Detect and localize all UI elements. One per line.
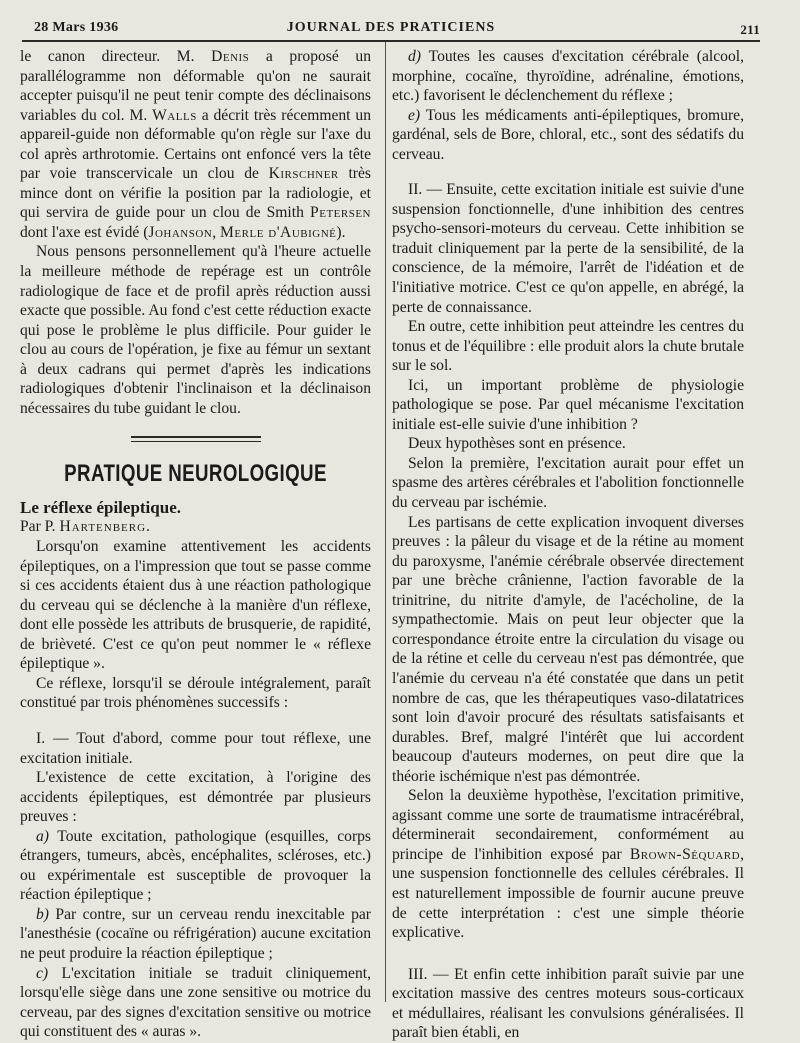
paragraph-deuxieme-hypothese: Selon la deuxième hypothèse, l'excitation primitive, agissant comme une sorte de traumatisme intracérébral, déterminerait secondairement, conformément au principe de l'inhibition exposé par Brown-Séquard, une suspension fonctionnelle des cellules cérébrales. Il est naturellement impossible de fournir aucune preuve de cette interprétation : c'est une simple théorie explicative. (392, 787, 744, 942)
list-item-b: b) Par contre, sur un cerveau rendu inexcitable par l'anesthésie (cocaïne ou réfrigération) aucune excitation ne peut produire la réaction épileptique ; (20, 905, 371, 962)
paragraph-premiere-hypothese: Selon la première, l'excitation aurait pour effet un spasme des artères cérébrales et l'abolition fonctionnelle du cerveau par ischémie. (392, 454, 744, 512)
paragraph-tonus: En outre, cette inhibition peut atteindre les centres du tonus et de l'équilibre : elle produit alors la chute brutale sur le sol. (392, 318, 744, 375)
paragraph-section-iii: III. — Et enfin cette inhibition paraît suivie par une excitation massive des centres moteurs sous-corticaux et médullaires, réalisant les convulsions généralisées. Il paraît bien établi, en (392, 965, 744, 1042)
column-divider (385, 42, 386, 1002)
author-name: Denis (211, 48, 250, 65)
list-item-a: a) Toute excitation, pathologique (esquilles, corps étrangers, tumeurs, abcès, encéphalites, scléroses, etc.) ou expérimentale est susceptible de provoquer la réaction épileptique ; (20, 827, 371, 904)
paragraph-methode-reperage: Nous pensons personnellement qu'à l'heure actuelle la meilleure méthode de repérage est un contrôle radiologique de face et de profil après réduction aussi exacte que possible. Au fond c'est cette réduction exacte qui pose le problème le plus difficile. Pour guider le clou au cours de l'opération, je fixe au fémur un sextant à deux cadrans qui permet d'après les indications radiologiques d'obtenir l'inclinaison et la déclinaison nécessaires du tube guidant le clou. (20, 243, 371, 417)
author-name: Merle d'Aubigné (220, 223, 337, 241)
header-journal-title: JOURNAL DES PRATICIENS (286, 20, 496, 35)
author-name: Kirschner (268, 165, 339, 183)
paragraph-trois-phenomenes: Ce réflexe, lorsqu'il se déroule intégralement, paraît constitué par trois phénomènes successifs : (20, 674, 371, 712)
author-name: Walls (152, 106, 197, 124)
section-separator (131, 436, 261, 442)
list-item-e: e) Tous les médicaments anti-épileptiques, bromure, gardénal, sels de Bore, chloral, etc., sont des sédatifs du cerveau. (392, 106, 744, 163)
paragraph-existence-excitation: L'existence de cette excitation, à l'origine des accidents épileptiques, est démontrée par plusieurs preuves : (20, 769, 371, 826)
article-byline: Par P. Hartenberg. (20, 518, 150, 536)
header-page-number: 211 (740, 22, 760, 37)
section-title: PRATIQUE NEUROLOGIQUE (64, 460, 327, 488)
paragraph-section-i: I. — Tout d'abord, comme pour tout réflexe, une excitation initiale. (20, 729, 371, 767)
list-item-c: c) L'excitation initiale se traduit cliniquement, lorsqu'elle siège dans une zone sensitive ou motrice du cerveau, par des signes d'excitation sensitive ou motrice qui constituent des « auras ». (20, 964, 371, 1041)
paragraph-probleme: Ici, un important problème de physiologie pathologique se pose. Par quel mécanisme l'excitation initiale est-elle suivie d'une inhibition ? (392, 376, 744, 433)
article-title: Le réflexe épileptique. (20, 497, 181, 517)
author-name: Petersen (310, 204, 371, 222)
author-name: Brown-Séquard (629, 845, 741, 863)
paragraph-deux-hypotheses: Deux hypothèses sont en présence. (408, 435, 626, 453)
header-date: 28 Mars 1936 (34, 20, 119, 35)
running-header (22, 14, 760, 42)
left-column (20, 47, 371, 1042)
paragraph-intro: Lorsqu'on examine attentivement les accidents épileptiques, on a l'impression que tout se passe comme si ces accidents étaient dus à une réaction pathologique du cerveau qui se déclenche à la manière d'un réflexe, dont elle possède les attributs de brusquerie, de rapidité, de brièveté. C'est ce qu'on peut nommer le « réflexe épileptique ». (20, 538, 371, 673)
paragraph-canon-directeur: le canon directeur. M. Denis a proposé un parallélogramme non déformable qu'on ne saurait accepter puisqu'il ne peut tenir compte des déclinaisons variables du col. M. Walls a décrit très récemment un appareil-guide non déformable qu'on règle sur l'axe du col après arthrotomie. Certains ont enfoncé vers la tête par voie transcervicale un clou de Kirschner très mince dont on vérifie la position par la radiologie, et qui servira de guide pour un clou de Smith Petersen dont l'axe est évidé (Johanson, Merle d'Aubigné). (20, 48, 371, 241)
author-name: Johanson (148, 223, 213, 241)
paragraph-partisans: Les partisans de cette explication invoquent diverses preuves : la pâleur du visage et de la rétine au moment du paroxysme, l'anémie cérébrale observée directement par une brèche crânienne, l'action favorable de la trinitrine, du nitrite d'amyle, de l'acécholine, de la sympathectomie. Mais on peut leur objecter que la correspondance étroite entre la circulation du visage ou de la rétine et celle du cerveau n'est pas démontrée, que l'anémie du cerveau n'a été constatée que dans un petit nombre de cas, que les thérapeutiques vaso-dilatatrices sont loin d'avoir procuré des résultats satisfaisants et durables. Bref, malgré l'intérêt que lui accordent beaucoup d'auteurs modernes, on peut dire que la théorie ischémique n'est pas démontrée. (392, 513, 744, 785)
header-rule (22, 40, 760, 42)
right-column (392, 47, 744, 1043)
list-item-d: d) Toutes les causes d'excitation cérébrale (alcool, morphine, cocaïne, thyroïdine, adrénaline, émotions, etc.) favorisent le déclenchement du réflexe ; (392, 48, 744, 105)
paragraph-section-ii: II. — Ensuite, cette excitation initiale est suivie d'une suspension fonctionnelle, d'une inhibition des centres psycho-sensori-moteurs du cerveau. Cette inhibition se traduit cliniquement par la perte de la sensibilité, de la conscience, de la mémoire, l'arrêt de l'idéation et de l'initiative motrice. C'est ce qu'on appelle, en abrégé, la perte de connaissance. (392, 181, 744, 316)
